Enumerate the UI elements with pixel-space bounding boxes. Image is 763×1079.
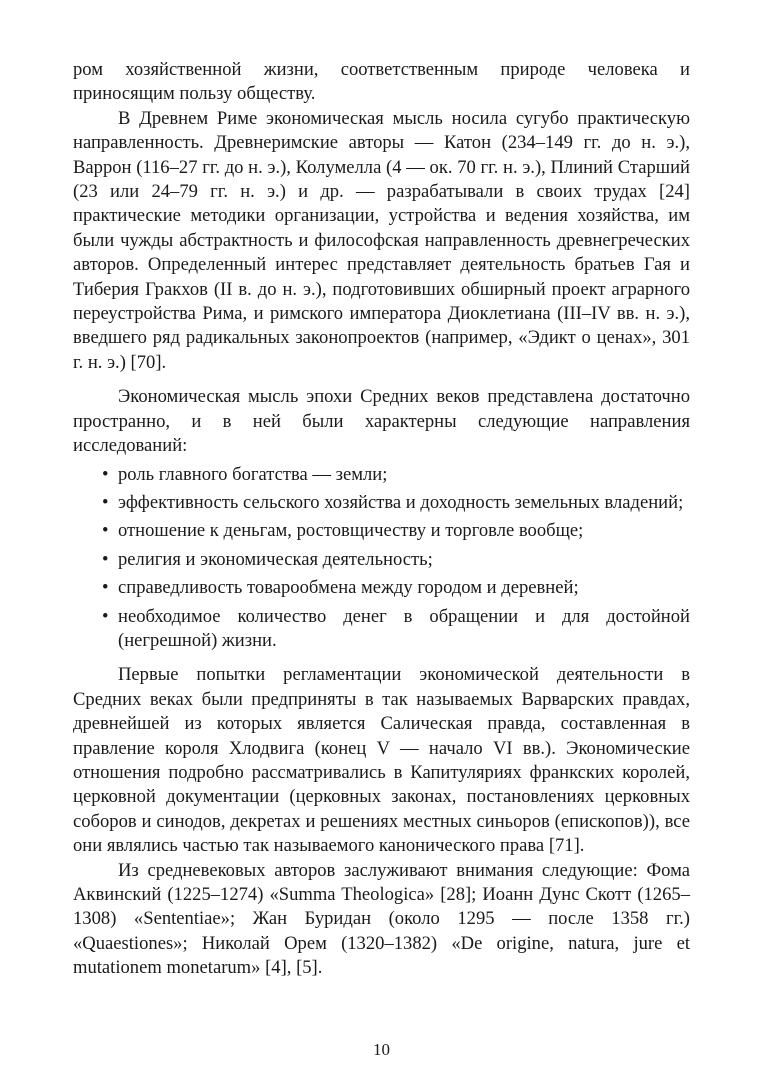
list-item-text: отношение к деньгам, ростовщичеству и торговле вообще; xyxy=(118,520,584,542)
list-item xyxy=(73,548,690,572)
paragraph-regulation: Первые попытки регламентации экономической деятельности в Средних веках были предприняты в так называемых Варварских правдах, древнейшей из которых является Салическая правда, составленная в правление короля Хлодвига (конец V — начало VI вв.). Экономические отношения подробно рассматривались в Капитуляриях франкских королей, церковной документации (церковных законах, постановлениях церковных соборов и синодов, декретах и решениях местных синьоров (епископов)), все они являлись частью так называемого канонического права [71]. xyxy=(73,664,690,857)
bullet-icon: • xyxy=(102,491,109,513)
bullet-icon: • xyxy=(102,520,109,542)
paragraph-ancient-rome: В Древнем Риме экономическая мысль носила сугубо практическую направленность. Древнеримские авторы — Катон (234–149 гг. до н. э.), Варрон (116–27 гг. до н. э.), Колумелла (4 — ок. 70 гг. н. э.), Плиний Старший (23 или 24–79 гг. н. э.) и др. — разрабатывали в своих трудах [24] практические методики организации, устройства и ведения хозяйства, им были чужды абстрактность и философская направленность древнегреческих авторов. Определенный интерес представляет деятельность братьев Гая и Тиберия Гракхов (II в. до н. э.), подготовивших обширный проект аграрного переустройства Рима, и римского императора Диоклетиана (III–IV вв. н. э.), введшего ряд радикальных законопроектов (например, «Эдикт о ценах», 301 г. н. э.) [70]. xyxy=(73,107,690,373)
list-item xyxy=(73,519,690,543)
bullet-icon: • xyxy=(102,548,109,570)
page-body xyxy=(73,58,690,981)
paragraph-medieval-authors: Из средневековых авторов заслуживают внимания следующие: Фома Аквинский (1225–1274) «Summa Theologica» [28]; Иоанн Дунс Скотт (1265–1308) «Sententiae»; Жан Буридан (около 1295 — после 1358 гг.) «Quaestiones»; Николай Орем (1320–1382) «De origine, natura, jure et mutationem monetarum» [4], [5]. xyxy=(73,859,690,979)
list-item xyxy=(73,463,690,487)
bullet-icon: • xyxy=(102,605,109,627)
page-number: 10 xyxy=(373,1040,390,1059)
paragraph-middle-ages-intro: Экономическая мысль эпохи Средних веков представлена достаточно пространно, и в ней были характерны следующие направления исследований: xyxy=(73,386,690,457)
list-item-text: необходимое количество денег в обращении и для достойной (негрешной) жизни. xyxy=(118,605,690,651)
bullet-icon: • xyxy=(102,577,109,599)
list-item-text: справедливость товарообмена между городом и деревней; xyxy=(118,577,579,599)
list-item xyxy=(73,576,690,600)
paragraph-continuation: ром хозяйственной жизни, соответственным природе человека и приносящим пользу обществу. xyxy=(73,59,690,105)
bullet-icon: • xyxy=(102,463,109,485)
list-item-text: эффективность сельского хозяйства и доходность земельных владений; xyxy=(118,491,684,513)
list-item xyxy=(73,491,690,515)
bullet-list xyxy=(73,463,690,654)
list-item-text: роль главного богатства — земли; xyxy=(118,463,388,485)
list-item xyxy=(73,605,690,654)
list-item-text: религия и экономическая деятельность; xyxy=(118,548,433,570)
